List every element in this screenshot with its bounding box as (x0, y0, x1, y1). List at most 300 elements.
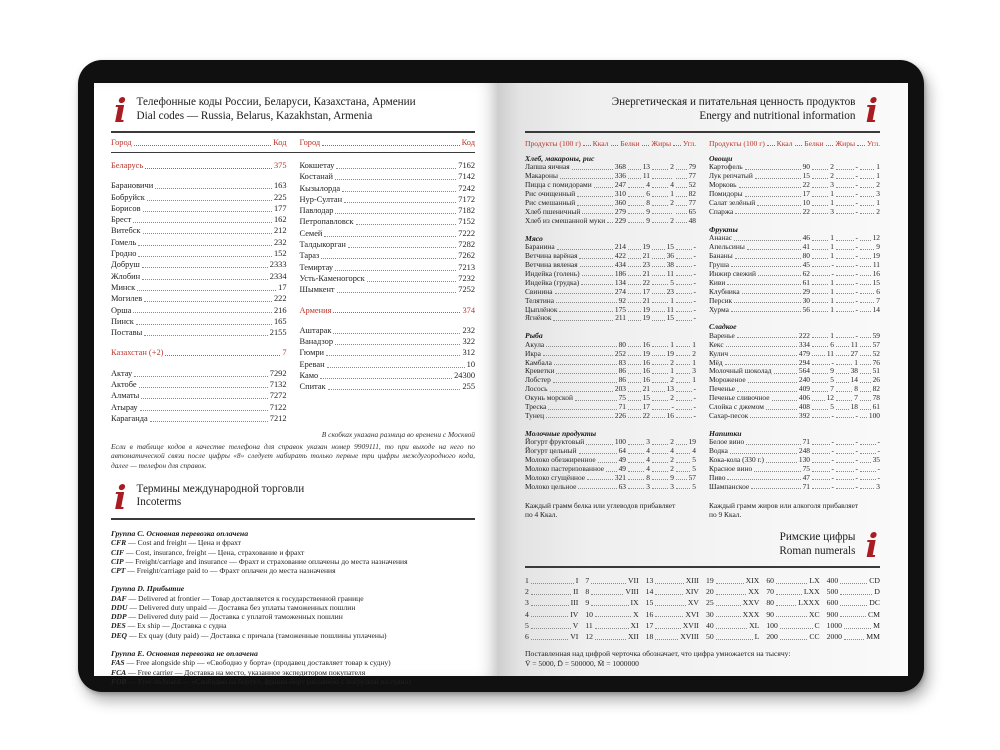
roman-numeral-value: CC (809, 631, 820, 641)
food-name: Лук репчатый (709, 171, 753, 181)
food-kcal-value: 134 (614, 277, 626, 287)
roman-row (827, 597, 880, 608)
food-name: Белое вино (709, 437, 745, 447)
food-kcal-value: 30 (802, 295, 810, 305)
food-value: 19 (872, 251, 880, 261)
dot-leader (628, 391, 641, 392)
food-kcal-value: 61 (802, 277, 810, 287)
dial-place-name: Бобруйск (111, 192, 145, 202)
dot-leader (776, 594, 802, 595)
food-value: 14 (850, 375, 858, 385)
roman-numeral-value: VI (570, 631, 579, 641)
food-value: 7 (876, 295, 880, 305)
dot-leader (595, 639, 626, 640)
roman-row (766, 575, 819, 586)
food-name: Красное вино (709, 464, 753, 473)
food-name: Помидоры (709, 189, 743, 199)
incoterms-code: FOB (111, 676, 127, 686)
dot-leader (836, 302, 854, 303)
food-value: 16 (872, 268, 880, 278)
dot-leader (676, 417, 692, 418)
dial-header-col2 (300, 133, 476, 152)
dot-leader (735, 213, 800, 214)
food-value: 12 (826, 393, 834, 403)
roman-numeral-value: C (814, 620, 820, 630)
food-value-cell (626, 314, 650, 323)
food-value: 8 (646, 472, 650, 482)
dot-leader (836, 453, 854, 454)
food-name: Инжир свежий (709, 268, 756, 278)
incoterms-item (111, 621, 475, 630)
nutrition-column-2 (709, 133, 880, 520)
dial-place-name: Алматы (111, 391, 140, 401)
incoterms-code: CIF (111, 547, 125, 557)
dot-leader (676, 169, 687, 170)
dot-leader (812, 266, 830, 267)
roman-row (585, 631, 638, 642)
dial-place-name: Гомель (111, 237, 137, 247)
dot-leader (844, 639, 864, 640)
roman-row (525, 631, 578, 642)
list-gap (300, 316, 476, 325)
dot-leader (553, 320, 613, 321)
dot-leader (676, 178, 687, 179)
dial-place-name: Поставы (111, 328, 143, 338)
dot-leader (836, 266, 854, 267)
food-value: 19 (688, 437, 696, 447)
dial-city-row (300, 183, 476, 194)
dot-leader (333, 312, 460, 313)
roman-row (706, 586, 759, 597)
food-value: - (831, 481, 834, 491)
dot-leader (652, 258, 665, 259)
food-value: - (877, 472, 880, 482)
info-icon: i (114, 477, 127, 517)
food-value: - (831, 268, 834, 278)
dot-leader (344, 202, 456, 203)
dot-leader (812, 311, 828, 312)
dot-leader (133, 222, 272, 223)
roman-arabic-number: 14 (645, 587, 654, 597)
roman-arabic-number: 900 (826, 609, 839, 619)
dot-leader (628, 373, 641, 374)
roman-row (706, 631, 759, 642)
dot-leader (836, 479, 854, 480)
dot-leader (575, 400, 617, 401)
roman-arabic-number: 10 (585, 609, 594, 619)
incoterms-text: — Delivered duty paid — Доставка с уплатой таможенных пошлин (126, 612, 343, 622)
dial-codes-table (111, 153, 475, 424)
food-kcal-value: 90 (802, 162, 810, 172)
incoterms-group (111, 584, 475, 640)
food-kcal-value: 45 (802, 259, 810, 269)
food-value-cell (855, 481, 880, 492)
city-column-header: Город (111, 138, 132, 147)
dot-leader (844, 628, 871, 629)
dial-code-value: 374 (462, 305, 475, 315)
food-value: - (693, 304, 696, 314)
food-value-cell (674, 261, 696, 270)
dot-leader (367, 281, 457, 282)
dot-leader (652, 373, 668, 374)
food-kcal-value: 248 (798, 446, 810, 456)
dot-leader (676, 213, 687, 214)
food-name: Телятина (525, 295, 555, 305)
dot-leader (742, 293, 801, 294)
food-value: 9 (646, 206, 650, 216)
dot-leader (836, 382, 849, 383)
food-value-cell (810, 483, 834, 492)
incoterms-code: FAS (111, 658, 125, 668)
food-value: 36 (666, 251, 674, 261)
roman-arabic-number: 100 (766, 620, 778, 630)
food-value: 2 (876, 206, 880, 216)
food-value: 1 (692, 357, 696, 367)
roman-row (827, 609, 880, 620)
dial-city-row (111, 305, 287, 316)
dot-leader (730, 453, 797, 454)
food-row (525, 394, 696, 403)
roman-numeral-value: DC (869, 598, 880, 608)
dot-leader (652, 222, 668, 223)
incoterms-titles (137, 481, 305, 510)
food-value: 77 (688, 198, 696, 208)
dot-leader (836, 444, 854, 445)
dot-leader (356, 224, 457, 225)
roman-numeral-value: LXXX (798, 598, 820, 608)
dot-leader (836, 337, 854, 338)
roman-arabic-number: 25 (705, 598, 714, 608)
food-value: 51 (872, 366, 880, 376)
roman-arabic-number: 3 (525, 598, 529, 608)
dial-city-row (111, 214, 287, 225)
dot-leader (628, 479, 644, 480)
food-name: Груша (709, 259, 730, 269)
dot-leader (812, 346, 828, 347)
food-name: Лапша яичная (525, 162, 570, 172)
food-name: Водка (709, 446, 728, 456)
roman-numeral-value: XVI (685, 609, 699, 619)
dot-leader (676, 479, 687, 480)
food-value: 4 (692, 446, 696, 456)
food-name: Хурма (709, 304, 729, 314)
dot-leader (628, 355, 641, 356)
roman-row (706, 620, 759, 631)
food-value: 2 (670, 464, 674, 473)
roman-arabic-number: 16 (645, 609, 654, 619)
incoterms-group (111, 649, 475, 686)
food-value: - (855, 198, 858, 208)
roman-numeral-value: IV (570, 609, 579, 619)
food-kcal-value: 408 (798, 402, 810, 412)
food-value-cell (674, 297, 696, 306)
incoterms-group (111, 529, 475, 575)
dot-leader (812, 444, 830, 445)
food-name: Хлеб пшеничный (525, 206, 581, 216)
food-value-cell (650, 217, 674, 226)
food-name: Рис очищенный (525, 189, 576, 199)
dial-place-name: Барановичи (111, 181, 154, 191)
incoterms-group-heading: Группа C. Основная перевозка оплачена (111, 528, 249, 538)
food-value: - (693, 259, 696, 269)
dot-leader (560, 178, 613, 179)
dial-place-name: Тараз (299, 251, 320, 261)
food-row (709, 270, 880, 279)
dot-leader (591, 594, 623, 595)
dot-leader (326, 355, 460, 356)
dot-leader (676, 364, 690, 365)
dot-leader (652, 213, 672, 214)
dot-leader (583, 145, 591, 146)
dot-leader (812, 471, 830, 472)
dot-leader (860, 311, 871, 312)
food-kcal-value: 64 (618, 446, 626, 456)
food-value: - (831, 446, 834, 456)
food-value: 35 (872, 455, 880, 465)
dot-leader (546, 346, 616, 347)
food-kcal-value: 80 (618, 339, 626, 349)
food-value: 16 (666, 410, 674, 420)
food-value: 4 (670, 446, 674, 456)
food-value: 4 (646, 446, 650, 456)
dot-leader (587, 479, 613, 480)
dot-leader (628, 453, 644, 454)
roman-arabic-number: 500 (826, 587, 839, 597)
dial-place-name: Усть-Каменогорск (299, 273, 365, 283)
food-value: 21 (642, 295, 650, 305)
dial-code-value: 162 (273, 215, 287, 225)
dot-leader (598, 462, 617, 463)
dial-city-row (111, 390, 287, 401)
food-value: - (855, 464, 858, 473)
dial-country-row (300, 305, 476, 316)
dial-codes-header (111, 91, 475, 130)
dot-leader (142, 267, 268, 268)
tablet-frame (78, 60, 924, 692)
dot-leader (335, 270, 456, 271)
food-value: - (855, 437, 858, 447)
roman-column (827, 575, 880, 642)
dot-leader (652, 320, 665, 321)
food-value: 1 (876, 171, 880, 181)
food-value: 2 (670, 393, 674, 403)
roman-arabic-number: 600 (826, 598, 839, 608)
dot-leader (860, 178, 874, 179)
food-name: Молоко пастеризованное (525, 464, 605, 473)
food-kcal-value: 321 (614, 472, 626, 482)
food-kcal-value: 71 (618, 402, 626, 412)
food-value-cell (674, 288, 696, 297)
dial-city-row (300, 347, 476, 358)
dot-leader (812, 364, 830, 365)
roman-arabic-number: 9 (585, 598, 590, 608)
incoterms-text: — Ex quay (duty paid) — Доставка с причала (таможенные пошлины уплачены) (127, 630, 387, 640)
nutrition-title-ru: Энергетическая и питательная ценность продуктов (611, 96, 856, 108)
food-value: 21 (642, 384, 650, 394)
food-kcal-value: 336 (614, 171, 626, 181)
food-kcal-value: 226 (614, 410, 626, 420)
dot-leader (342, 191, 456, 192)
dot-leader (836, 471, 854, 472)
food-value-cell (810, 261, 834, 270)
nutrition-units-header (709, 133, 880, 152)
dial-place-name: Шымкент (299, 285, 335, 295)
food-value: - (693, 286, 696, 296)
dot-leader (676, 293, 692, 294)
dial-code-value: 7172 (458, 194, 475, 204)
dot-leader (716, 605, 741, 606)
dot-leader (860, 391, 871, 392)
food-value: - (831, 464, 834, 473)
dot-leader (795, 145, 803, 146)
incoterms-text: — Free alongside ship — «Свободно у борта» (продавец доставляет товар к судну) (124, 658, 391, 668)
dot-leader (337, 292, 457, 293)
dot-leader (652, 417, 665, 418)
food-name: Индейка (грудка) (525, 277, 580, 287)
dot-leader (860, 462, 871, 463)
dot-leader (628, 293, 641, 294)
dot-leader (860, 258, 871, 259)
dot-leader (531, 583, 574, 584)
food-kcal-value: 479 (798, 348, 810, 358)
nutrition-title-en: Energy and nutritional information (699, 109, 856, 122)
dot-leader (836, 213, 854, 214)
dial-city-row (111, 237, 287, 248)
dot-leader (628, 187, 644, 188)
dial-city-row (111, 271, 287, 282)
food-kcal-value: 92 (618, 295, 626, 305)
food-kcal-value: 368 (614, 162, 626, 172)
dial-place-name: Кокшетау (299, 161, 335, 170)
food-value: 5 (692, 455, 696, 465)
food-name: Камбала (525, 357, 552, 367)
roman-row (525, 597, 578, 608)
dot-leader (860, 364, 871, 365)
food-value-cell (810, 438, 834, 447)
food-category: Рыба (525, 331, 543, 341)
dot-leader (860, 284, 871, 285)
food-value: - (831, 455, 834, 465)
food-value: 6 (830, 339, 834, 349)
dot-leader (579, 258, 612, 259)
dot-leader (137, 290, 276, 291)
food-value: 1 (830, 251, 834, 261)
dot-leader (531, 605, 569, 606)
food-category: Фрукты (709, 224, 738, 234)
incoterms-item (111, 658, 475, 667)
food-value-cell (855, 455, 880, 465)
roman-numeral-value: II (573, 587, 579, 597)
dot-leader (335, 344, 460, 345)
food-value-cell (810, 465, 834, 474)
roman-numeral-value: M (873, 620, 880, 630)
food-value: 1 (670, 339, 674, 349)
dot-leader (652, 391, 665, 392)
dial-place-name: Ванадзор (299, 337, 334, 347)
dial-code-value: 7142 (458, 172, 475, 182)
food-value: 1 (670, 295, 674, 305)
food-value: - (877, 437, 880, 447)
food-kcal-value: 294 (798, 357, 810, 367)
dot-leader (836, 169, 854, 170)
dot-leader (836, 311, 854, 312)
dot-leader (655, 594, 683, 595)
dial-code-value: 216 (273, 305, 287, 315)
food-name: Пицца с помидорами (525, 180, 592, 190)
dial-header-col1 (111, 133, 287, 152)
food-value: 1 (830, 233, 834, 243)
dial-code-value: 225 (273, 192, 287, 202)
food-category: Молочные продукты (525, 428, 597, 438)
book-spread (94, 83, 908, 686)
roman-numeral-value: CD (869, 575, 880, 585)
dot-leader (836, 240, 854, 241)
roman-row (646, 575, 699, 586)
incoterms-code: CPT (111, 566, 126, 576)
dot-leader (134, 145, 271, 146)
dot-leader (546, 417, 613, 418)
food-value: 1 (830, 295, 834, 305)
food-value-cell (810, 403, 834, 412)
food-name: Индейка (голень) (525, 268, 580, 278)
dot-leader (860, 382, 871, 383)
dot-leader (136, 324, 272, 325)
dot-leader (766, 409, 797, 410)
dot-leader (836, 258, 854, 259)
dial-city-row (111, 402, 287, 413)
food-value: - (855, 171, 858, 181)
food-value: - (855, 206, 858, 216)
dot-leader (772, 400, 797, 401)
dial-city-row (300, 370, 476, 381)
roman-numeral-value: X (633, 609, 639, 619)
roman-row (525, 609, 578, 620)
roman-numeral-value: XC (808, 609, 820, 619)
food-value-cell (831, 437, 858, 447)
dial-place-name: Борисов (111, 203, 141, 213)
dot-leader (140, 410, 268, 411)
dial-city-row (111, 413, 287, 424)
dial-place-name: Орша (111, 305, 132, 315)
roman-row (766, 586, 819, 597)
food-value-cell (810, 306, 834, 315)
food-kcal-value: 46 (802, 233, 810, 243)
dot-leader (734, 240, 801, 241)
dial-country-row (111, 160, 287, 171)
food-value: 38 (850, 366, 858, 376)
food-value: 2 (670, 357, 674, 367)
food-value: 3 (876, 189, 880, 199)
incoterms-groups (111, 529, 475, 686)
dot-leader (628, 302, 641, 303)
code-column-header: Код (461, 138, 475, 147)
food-kcal-value: 211 (615, 313, 626, 323)
dial-city-row (300, 160, 476, 171)
dial-place-name: Кызылорда (299, 183, 341, 193)
dot-leader (328, 389, 461, 390)
roman-numeral-value: CM (868, 609, 880, 619)
dial-code-value: 7213 (458, 262, 475, 272)
food-name: Морковь (709, 180, 737, 190)
food-name: Йогурт цельный (525, 446, 577, 456)
dot-leader (812, 302, 828, 303)
roman-note (525, 649, 880, 669)
dial-city-row (300, 171, 476, 182)
dot-leader (652, 364, 668, 365)
dot-leader (812, 400, 825, 401)
food-value: 1 (830, 242, 834, 252)
dot-leader (826, 145, 834, 146)
